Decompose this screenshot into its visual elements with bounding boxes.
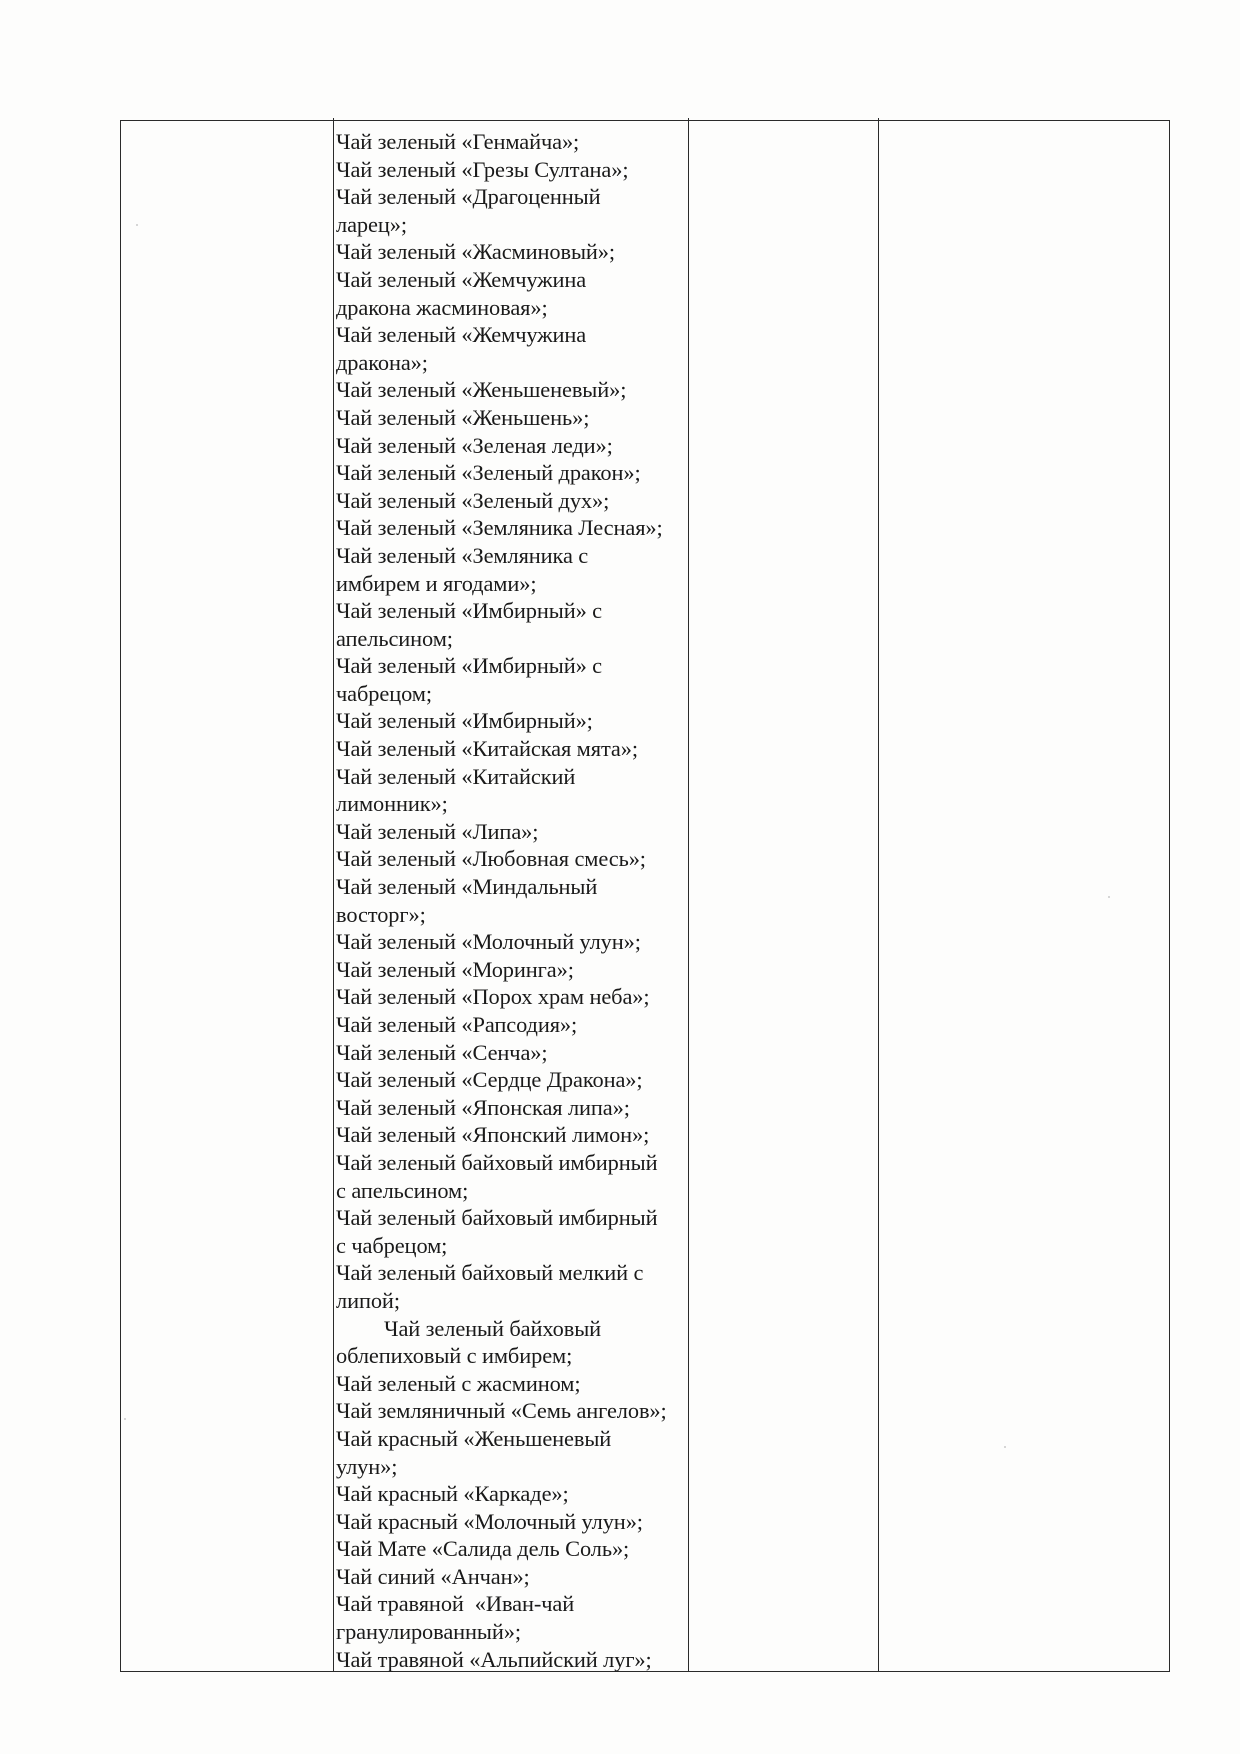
scan-speck [124, 1418, 126, 1420]
list-item: Чай зеленый «Зеленый дух»; [336, 487, 610, 513]
column-divider-3 [878, 118, 879, 1672]
list-item: Чай зеленый байховый мелкий с [336, 1260, 644, 1286]
list-item: Чай зеленый «Земляника с [336, 542, 589, 568]
list-item: Чай зеленый «Женьшень»; [336, 404, 590, 430]
list-item: Чай красный «Молочный улун»; [336, 1508, 643, 1534]
table-cell-product-list [336, 128, 686, 1673]
list-item: Чай синий «Анчан»; [336, 1563, 530, 1589]
list-item: Чай зеленый «Японский лимон»; [336, 1122, 650, 1148]
list-item: с чабрецом; [336, 1232, 448, 1258]
list-item: дракона»; [336, 349, 428, 375]
list-item: Чай зеленый байховый имбирный [336, 1149, 658, 1175]
list-item: улун»; [336, 1453, 398, 1479]
list-item: Чай травяной «Иван-чай [336, 1591, 575, 1617]
list-item: лимонник»; [336, 791, 448, 817]
list-item: с апельсином; [336, 1177, 469, 1203]
list-item: гранулированный»; [336, 1619, 521, 1645]
list-item: Чай зеленый байховый имбирный [336, 1205, 658, 1231]
list-item: Чай зеленый «Жемчужина [336, 322, 587, 348]
list-item: апельсином; [336, 625, 453, 651]
list-item: Чай красный «Каркаде»; [336, 1481, 569, 1507]
scan-speck [1108, 896, 1110, 898]
list-item: восторг»; [336, 901, 426, 927]
list-item: Чай зеленый «Любовная смесь»; [336, 846, 646, 872]
list-item: Чай земляничный «Семь ангелов»; [336, 1398, 667, 1424]
list-item: Чай зеленый «Жасминовый»; [336, 239, 615, 265]
list-item: Чай зеленый «Имбирный» с [336, 598, 603, 624]
scan-speck [1004, 1446, 1006, 1448]
list-item: чабрецом; [336, 680, 432, 706]
list-item: Чай травяной «Альпийский луг»; [336, 1646, 652, 1672]
list-item: липой; [336, 1287, 400, 1313]
list-item: Чай зеленый «Моринга»; [336, 956, 574, 982]
list-item: Чай зеленый «Имбирный» с [336, 653, 603, 679]
list-item: Чай зеленый «Порох храм неба»; [336, 984, 650, 1010]
list-item: Чай зеленый «Грезы Султана»; [336, 156, 629, 182]
list-item: облепиховый с имбирем; [336, 1343, 573, 1369]
list-item: Чай зеленый с жасмином; [336, 1370, 581, 1396]
list-item: ларец»; [336, 211, 407, 237]
list-item: Чай зеленый «Сенча»; [336, 1039, 548, 1065]
list-item: Чай зеленый «Молочный улун»; [336, 929, 641, 955]
list-item: Чай зеленый «Китайская мята»; [336, 736, 638, 762]
list-item: Чай зеленый «Японская липа»; [336, 1094, 630, 1120]
list-item: Чай зеленый «Китайский [336, 763, 576, 789]
list-item: Чай зеленый байховый [384, 1315, 602, 1341]
list-item: Чай зеленый «Сердце Дракона»; [336, 1067, 643, 1093]
list-item: Чай зеленый «Зеленый дракон»; [336, 460, 641, 486]
list-item: Чай зеленый «Генмайча»; [336, 129, 580, 154]
column-divider-2 [688, 118, 689, 1672]
list-item: Чай зеленый «Имбирный»; [336, 708, 593, 734]
column-divider-1 [333, 118, 334, 1672]
list-item: Чай зеленый «Миндальный [336, 874, 598, 900]
list-item: дракона жасминовая»; [336, 294, 548, 320]
list-item: Чай зеленый «Земляника Лесная»; [336, 515, 663, 541]
list-item: Чай зеленый «Женьшеневый»; [336, 377, 627, 403]
scan-speck [136, 224, 138, 226]
list-item: имбирем и ягодами»; [336, 570, 537, 596]
list-item: Чай зеленый «Липа»; [336, 818, 539, 844]
list-item: Чай зеленый «Драгоценный [336, 184, 601, 210]
list-item: Чай зеленый «Рапсодия»; [336, 1012, 578, 1037]
list-item: Чай Мате «Салида дель Соль»; [336, 1536, 630, 1562]
list-item: Чай зеленый «Зеленая леди»; [336, 432, 613, 458]
list-item: Чай красный «Женьшеневый [336, 1425, 612, 1451]
list-item: Чай зеленый «Жемчужина [336, 266, 587, 292]
